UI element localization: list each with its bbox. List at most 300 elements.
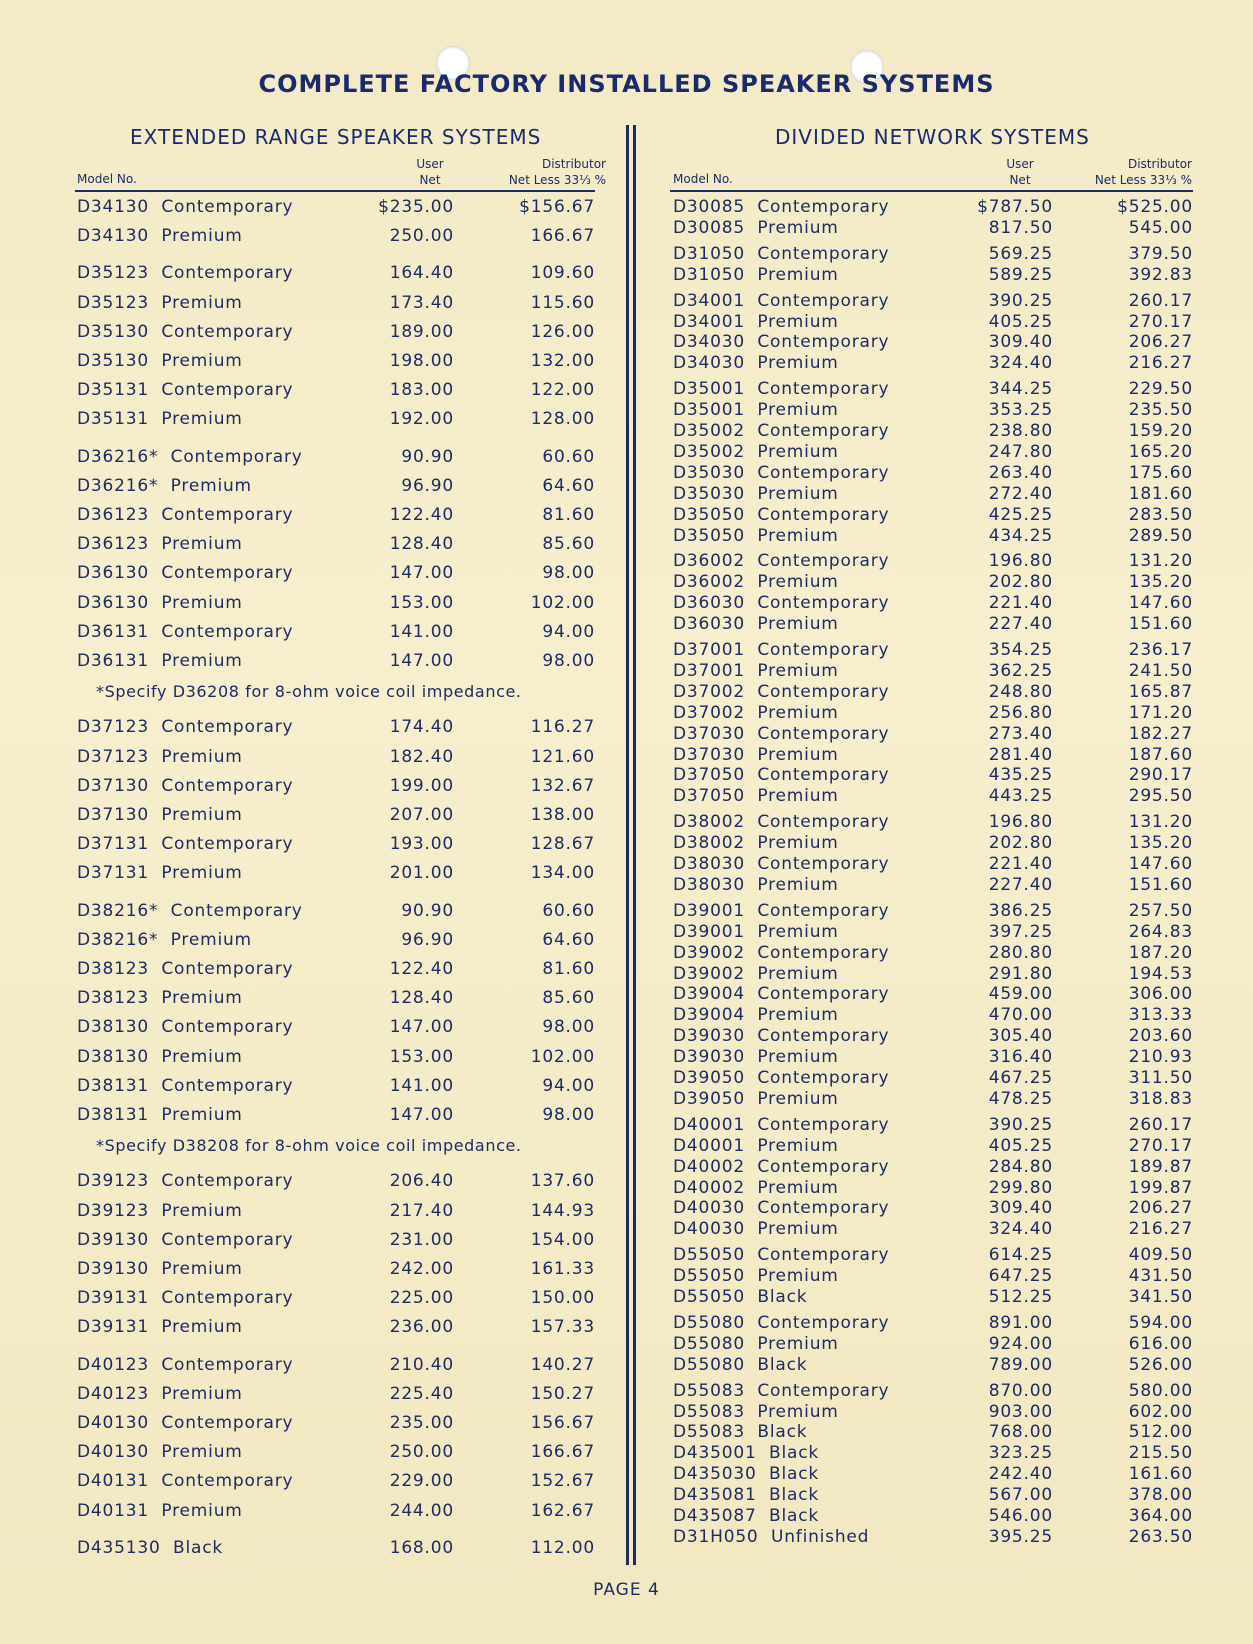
model-cell: D39004 Contemporary: [673, 984, 890, 1005]
table-row: [673, 1287, 1193, 1309]
user-net-cell: 589.25: [988, 264, 1053, 285]
distributor-net-cell: 260.17: [1128, 1114, 1193, 1135]
table-row: [673, 526, 1193, 548]
table-row: [77, 1288, 595, 1310]
user-net-cell: 281.40: [988, 744, 1053, 765]
model-cell: D435081 Black: [673, 1485, 819, 1506]
model-cell: D35130 Premium: [77, 351, 243, 371]
user-net-cell: 248.80: [988, 681, 1053, 702]
table-row: [673, 442, 1193, 464]
table-row: [77, 651, 595, 673]
table-row: [673, 400, 1193, 422]
model-cell: D40001 Contemporary: [673, 1114, 890, 1135]
distributor-net-cell: 241.50: [1128, 660, 1193, 681]
distributor-net-cell: 166.67: [530, 226, 595, 247]
table-row: [673, 1068, 1193, 1090]
user-net-cell: 434.25: [988, 525, 1053, 546]
distributor-net-cell: 135.20: [1128, 572, 1193, 593]
user-net-cell: 817.50: [988, 217, 1053, 238]
user-net-cell: 192.00: [389, 409, 454, 430]
distributor-net-cell: 378.00: [1128, 1485, 1193, 1506]
left-col-dist-header-2: Net Less 33⅓ %: [508, 173, 606, 187]
model-cell: D40002 Premium: [673, 1177, 839, 1198]
table-row: [77, 622, 595, 644]
user-net-cell: $235.00: [378, 197, 454, 217]
table-row: [77, 717, 595, 739]
distributor-net-cell: 147.60: [1128, 854, 1193, 874]
model-cell: D34001 Premium: [673, 311, 839, 332]
table-row: [673, 1266, 1193, 1288]
table-row: [673, 379, 1193, 401]
user-net-cell: 354.25: [988, 640, 1053, 660]
left-header-rule: [75, 190, 595, 192]
user-net-cell: 147.00: [389, 1105, 454, 1125]
distributor-net-cell: 64.60: [542, 475, 595, 496]
distributor-net-cell: 98.00: [542, 651, 595, 671]
table-row: [673, 244, 1193, 266]
user-net-cell: 247.80: [988, 441, 1053, 462]
distributor-net-cell: 187.60: [1128, 744, 1193, 765]
distributor-net-cell: 263.50: [1128, 1526, 1193, 1547]
table-row: [673, 197, 1193, 219]
user-net-cell: 198.00: [389, 351, 454, 371]
distributor-net-cell: 85.60: [542, 534, 595, 555]
table-row: [673, 901, 1193, 923]
table-row: [673, 854, 1193, 876]
user-net-cell: 147.00: [389, 1017, 454, 1038]
user-net-cell: 789.00: [988, 1354, 1053, 1375]
distributor-net-cell: 131.20: [1128, 812, 1193, 833]
distributor-net-cell: 159.20: [1128, 421, 1193, 441]
table-row: [673, 505, 1193, 527]
distributor-net-cell: 165.87: [1128, 681, 1193, 702]
table-row: [673, 1506, 1193, 1528]
model-cell: D31H050 Unfinished: [673, 1526, 870, 1547]
distributor-net-cell: 161.60: [1128, 1464, 1193, 1485]
model-cell: D35131 Contemporary: [77, 380, 294, 401]
table-row: [673, 1005, 1193, 1027]
table-row: [77, 1384, 595, 1406]
user-net-cell: 273.40: [988, 723, 1053, 744]
table-row: [77, 988, 595, 1010]
user-net-cell: 362.25: [988, 660, 1053, 681]
distributor-net-cell: 229.50: [1128, 379, 1193, 400]
distributor-net-cell: 215.50: [1128, 1443, 1193, 1464]
left-section-title: EXTENDED RANGE SPEAKER SYSTEMS: [130, 125, 542, 149]
table-row: [673, 1334, 1193, 1356]
distributor-net-cell: 526.00: [1128, 1354, 1193, 1375]
model-cell: D38131 Contemporary: [77, 1075, 294, 1096]
user-net-cell: 147.00: [389, 651, 454, 671]
model-cell: D35050 Contemporary: [673, 504, 890, 525]
model-cell: D38131 Premium: [77, 1105, 243, 1125]
model-cell: D35001 Contemporary: [673, 379, 890, 400]
model-cell: D38030 Premium: [673, 874, 839, 895]
distributor-net-cell: 102.00: [530, 592, 595, 613]
model-cell: D37131 Contemporary: [77, 834, 294, 855]
user-net-cell: 546.00: [988, 1506, 1053, 1526]
model-cell: D36130 Premium: [77, 592, 243, 613]
table-row: [673, 332, 1193, 354]
table-row: [77, 505, 595, 527]
user-net-cell: 305.40: [988, 1026, 1053, 1047]
table-row: [77, 1230, 595, 1252]
model-cell: D435087 Black: [673, 1506, 819, 1526]
user-net-cell: 467.25: [988, 1068, 1053, 1088]
distributor-net-cell: 306.00: [1128, 984, 1193, 1005]
model-cell: D55083 Contemporary: [673, 1380, 890, 1401]
model-cell: D37002 Premium: [673, 702, 839, 723]
distributor-net-cell: 165.20: [1128, 441, 1193, 462]
distributor-net-cell: 171.20: [1128, 702, 1193, 723]
model-cell: D36131 Contemporary: [77, 621, 294, 642]
model-cell: D35123 Contemporary: [77, 263, 294, 284]
model-cell: D36131 Premium: [77, 651, 243, 671]
user-net-cell: 390.25: [988, 290, 1053, 311]
user-net-cell: 96.90: [401, 475, 454, 496]
user-net-cell: 202.80: [988, 572, 1053, 593]
model-cell: D39004 Premium: [673, 1005, 839, 1026]
right-col-model-header: Model No.: [673, 172, 733, 186]
user-net-cell: 182.40: [389, 746, 454, 767]
user-net-cell: 128.40: [389, 988, 454, 1009]
table-row: [673, 1422, 1193, 1444]
column-divider-left: [626, 125, 629, 1565]
distributor-net-cell: 175.60: [1128, 462, 1193, 483]
model-cell: D36130 Contemporary: [77, 563, 294, 584]
table-row: [673, 1026, 1193, 1048]
model-cell: D55050 Premium: [673, 1266, 839, 1287]
model-cell: D38002 Premium: [673, 833, 839, 854]
user-net-cell: 147.00: [389, 563, 454, 584]
table-row: [77, 351, 595, 373]
table-row: [673, 943, 1193, 965]
user-net-cell: 207.00: [389, 805, 454, 825]
distributor-net-cell: 147.60: [1128, 593, 1193, 614]
user-net-cell: 256.80: [988, 702, 1053, 723]
table-row: [77, 1501, 595, 1523]
table-row: [673, 614, 1193, 636]
user-net-cell: 96.90: [401, 929, 454, 950]
distributor-net-cell: 122.00: [530, 380, 595, 401]
table-row: [673, 640, 1193, 662]
table-row: [673, 724, 1193, 746]
distributor-net-cell: 295.50: [1128, 786, 1193, 807]
distributor-net-cell: 157.33: [530, 1317, 595, 1338]
user-net-cell: 397.25: [988, 921, 1053, 942]
model-cell: D435030 Black: [673, 1464, 819, 1485]
table-row: [77, 1201, 595, 1223]
page-number: PAGE 4: [593, 1580, 660, 1600]
user-net-cell: 206.40: [389, 1171, 454, 1192]
table-row: [77, 1017, 595, 1039]
distributor-net-cell: 121.60: [530, 746, 595, 767]
table-row: [673, 875, 1193, 897]
user-net-cell: 153.00: [389, 592, 454, 613]
user-net-cell: 227.40: [988, 874, 1053, 895]
user-net-cell: 227.40: [988, 614, 1053, 635]
model-cell: D36123 Premium: [77, 534, 243, 555]
model-cell: D39123 Premium: [77, 1200, 243, 1221]
user-net-cell: 614.25: [988, 1245, 1053, 1266]
left-col-model-header: Model No.: [77, 172, 137, 186]
user-net-cell: 250.00: [389, 226, 454, 247]
distributor-net-cell: 616.00: [1128, 1333, 1193, 1354]
user-net-cell: 196.80: [988, 812, 1053, 833]
footnote: *Specify D36208 for 8-ohm voice coil impedance.: [96, 682, 522, 702]
user-net-cell: 272.40: [988, 483, 1053, 504]
user-net-cell: 183.00: [389, 380, 454, 401]
user-net-cell: 235.00: [389, 1413, 454, 1433]
distributor-net-cell: 289.50: [1128, 525, 1193, 546]
table-row: [673, 572, 1193, 594]
table-row: [77, 447, 595, 469]
model-cell: D39130 Premium: [77, 1259, 243, 1279]
model-cell: D39002 Contemporary: [673, 942, 890, 963]
table-row: [673, 661, 1193, 683]
model-cell: D39123 Contemporary: [77, 1171, 294, 1192]
distributor-net-cell: 318.83: [1128, 1088, 1193, 1109]
table-row: [673, 922, 1193, 944]
distributor-net-cell: 189.87: [1128, 1156, 1193, 1177]
model-cell: D37131 Premium: [77, 863, 243, 884]
distributor-net-cell: 135.20: [1128, 833, 1193, 854]
user-net-cell: 425.25: [988, 504, 1053, 525]
model-cell: D35030 Contemporary: [673, 462, 890, 483]
user-net-cell: 390.25: [988, 1114, 1053, 1135]
distributor-net-cell: 206.27: [1128, 1198, 1193, 1219]
distributor-net-cell: 545.00: [1128, 217, 1193, 238]
distributor-net-cell: 150.00: [530, 1288, 595, 1309]
distributor-net-cell: 602.00: [1128, 1401, 1193, 1422]
user-net-cell: 435.25: [988, 765, 1053, 786]
model-cell: D40123 Contemporary: [77, 1354, 294, 1375]
table-row: [673, 1047, 1193, 1069]
distributor-net-cell: 203.60: [1128, 1026, 1193, 1047]
model-cell: D36216* Contemporary: [77, 446, 303, 467]
model-cell: D38123 Contemporary: [77, 959, 294, 979]
model-cell: D36216* Premium: [77, 475, 252, 496]
distributor-net-cell: 137.60: [530, 1171, 595, 1192]
model-cell: D34130 Premium: [77, 226, 243, 247]
table-row: [77, 863, 595, 885]
distributor-net-cell: 132.00: [530, 351, 595, 371]
user-net-cell: 202.80: [988, 833, 1053, 854]
table-row: [673, 1219, 1193, 1241]
table-row: [77, 563, 595, 585]
distributor-net-cell: $156.67: [519, 197, 595, 217]
footnote: *Specify D38208 for 8-ohm voice coil impedance.: [96, 1136, 522, 1156]
model-cell: D40131 Contemporary: [77, 1471, 294, 1492]
table-row: [77, 1317, 595, 1339]
user-net-cell: 647.25: [988, 1266, 1053, 1287]
table-row: [77, 1355, 595, 1377]
table-row: [77, 476, 595, 498]
distributor-net-cell: 116.27: [530, 717, 595, 738]
distributor-net-cell: 270.17: [1128, 1135, 1193, 1156]
table-row: [77, 380, 595, 402]
model-cell: D31050 Contemporary: [673, 243, 890, 264]
table-row: [77, 593, 595, 615]
model-cell: D30085 Premium: [673, 217, 839, 238]
model-cell: D55083 Premium: [673, 1401, 839, 1422]
distributor-net-cell: 409.50: [1128, 1245, 1193, 1266]
distributor-net-cell: 210.93: [1128, 1047, 1193, 1068]
user-net-cell: 316.40: [988, 1047, 1053, 1068]
model-cell: D35130 Contemporary: [77, 321, 294, 342]
model-cell: D35002 Premium: [673, 441, 839, 462]
user-net-cell: 217.40: [389, 1200, 454, 1221]
user-net-cell: 512.25: [988, 1287, 1053, 1307]
table-row: [673, 765, 1193, 787]
model-cell: D35050 Premium: [673, 525, 839, 546]
table-row: [673, 1443, 1193, 1465]
distributor-net-cell: 138.00: [530, 805, 595, 825]
user-net-cell: 164.40: [389, 263, 454, 284]
user-net-cell: 174.40: [389, 717, 454, 738]
distributor-net-cell: 206.27: [1128, 332, 1193, 353]
user-net-cell: 291.80: [988, 963, 1053, 984]
model-cell: D34030 Contemporary: [673, 332, 890, 353]
distributor-net-cell: 199.87: [1128, 1177, 1193, 1198]
user-net-cell: 309.40: [988, 1198, 1053, 1219]
table-row: [673, 1178, 1193, 1200]
distributor-net-cell: 594.00: [1128, 1312, 1193, 1333]
user-net-cell: 128.40: [389, 534, 454, 555]
distributor-net-cell: 290.17: [1128, 765, 1193, 786]
model-cell: D37130 Premium: [77, 805, 243, 825]
user-net-cell: 324.40: [988, 1219, 1053, 1240]
table-row: [673, 463, 1193, 485]
user-net-cell: 478.25: [988, 1088, 1053, 1109]
table-row: [673, 551, 1193, 573]
table-row: [673, 593, 1193, 615]
table-row: [673, 1115, 1193, 1137]
user-net-cell: 903.00: [988, 1401, 1053, 1422]
table-row: [77, 1076, 595, 1098]
user-net-cell: 250.00: [389, 1442, 454, 1463]
distributor-net-cell: 115.60: [530, 292, 595, 313]
model-cell: D38216* Premium: [77, 929, 252, 950]
model-cell: D36030 Premium: [673, 614, 839, 635]
user-net-cell: 870.00: [988, 1380, 1053, 1401]
model-cell: D36002 Contemporary: [673, 551, 890, 572]
user-net-cell: 231.00: [389, 1229, 454, 1250]
user-net-cell: 210.40: [389, 1354, 454, 1375]
table-row: [673, 1485, 1193, 1507]
model-cell: D435130 Black: [77, 1537, 223, 1558]
right-header-rule: [670, 190, 1193, 192]
table-row: [673, 1198, 1193, 1220]
distributor-net-cell: 580.00: [1128, 1380, 1193, 1401]
user-net-cell: 122.40: [389, 959, 454, 979]
user-net-cell: 459.00: [988, 984, 1053, 1005]
distributor-net-cell: 182.27: [1128, 723, 1193, 744]
model-cell: D34001 Contemporary: [673, 290, 890, 311]
table-row: [673, 964, 1193, 986]
right-col-user-header-2: Net: [1009, 173, 1031, 187]
distributor-net-cell: 283.50: [1128, 504, 1193, 525]
table-row: [77, 534, 595, 556]
user-net-cell: 196.80: [988, 551, 1053, 572]
model-cell: D40131 Premium: [77, 1500, 243, 1521]
model-cell: D37030 Contemporary: [673, 723, 890, 744]
distributor-net-cell: 512.00: [1128, 1422, 1193, 1443]
table-row: [77, 1413, 595, 1435]
distributor-net-cell: 112.00: [530, 1537, 595, 1558]
model-cell: D36030 Contemporary: [673, 593, 890, 614]
table-row: [673, 682, 1193, 704]
table-row: [673, 312, 1193, 334]
user-net-cell: 280.80: [988, 942, 1053, 963]
table-row: [77, 805, 595, 827]
user-net-cell: 323.25: [988, 1443, 1053, 1464]
distributor-net-cell: 166.67: [530, 1442, 595, 1463]
model-cell: D35131 Premium: [77, 409, 243, 430]
table-row: [673, 984, 1193, 1006]
distributor-net-cell: 181.60: [1128, 483, 1193, 504]
user-net-cell: 405.25: [988, 1135, 1053, 1156]
user-net-cell: 193.00: [389, 834, 454, 855]
user-net-cell: 221.40: [988, 593, 1053, 614]
model-cell: D39030 Contemporary: [673, 1026, 890, 1047]
distributor-net-cell: 81.60: [542, 959, 595, 979]
distributor-net-cell: 128.67: [530, 834, 595, 855]
model-cell: D37002 Contemporary: [673, 681, 890, 702]
table-row: [77, 263, 595, 285]
table-row: [673, 745, 1193, 767]
user-net-cell: 189.00: [389, 321, 454, 342]
user-net-cell: 395.25: [988, 1526, 1053, 1547]
model-cell: D37030 Premium: [673, 744, 839, 765]
model-cell: D40001 Premium: [673, 1135, 839, 1156]
table-row: [673, 265, 1193, 287]
table-row: [673, 353, 1193, 375]
model-cell: D35002 Contemporary: [673, 421, 890, 441]
distributor-net-cell: 102.00: [530, 1046, 595, 1067]
distributor-net-cell: 431.50: [1128, 1266, 1193, 1287]
user-net-cell: 229.00: [389, 1471, 454, 1492]
model-cell: D38130 Premium: [77, 1046, 243, 1067]
user-net-cell: 567.00: [988, 1485, 1053, 1506]
user-net-cell: 168.00: [389, 1537, 454, 1558]
user-net-cell: 122.40: [389, 505, 454, 525]
model-cell: D37123 Contemporary: [77, 717, 294, 738]
right-col-user-header-1: User: [1006, 157, 1034, 171]
distributor-net-cell: 134.00: [530, 863, 595, 884]
user-net-cell: 90.90: [401, 446, 454, 467]
user-net-cell: 924.00: [988, 1333, 1053, 1354]
distributor-net-cell: 162.67: [530, 1500, 595, 1521]
user-net-cell: 236.00: [389, 1317, 454, 1338]
user-net-cell: 891.00: [988, 1312, 1053, 1333]
distributor-net-cell: 85.60: [542, 988, 595, 1009]
model-cell: D40002 Contemporary: [673, 1156, 890, 1177]
model-cell: D40030 Contemporary: [673, 1198, 890, 1219]
user-net-cell: 284.80: [988, 1156, 1053, 1177]
user-net-cell: 768.00: [988, 1422, 1053, 1443]
table-row: [77, 197, 595, 219]
table-row: [673, 1402, 1193, 1424]
distributor-net-cell: 131.20: [1128, 551, 1193, 572]
distributor-net-cell: 216.27: [1128, 353, 1193, 374]
table-row: [77, 1538, 595, 1560]
model-cell: D36123 Contemporary: [77, 505, 294, 525]
distributor-net-cell: 364.00: [1128, 1506, 1193, 1526]
model-cell: D39030 Premium: [673, 1047, 839, 1068]
distributor-net-cell: 151.60: [1128, 874, 1193, 895]
model-cell: D31050 Premium: [673, 264, 839, 285]
